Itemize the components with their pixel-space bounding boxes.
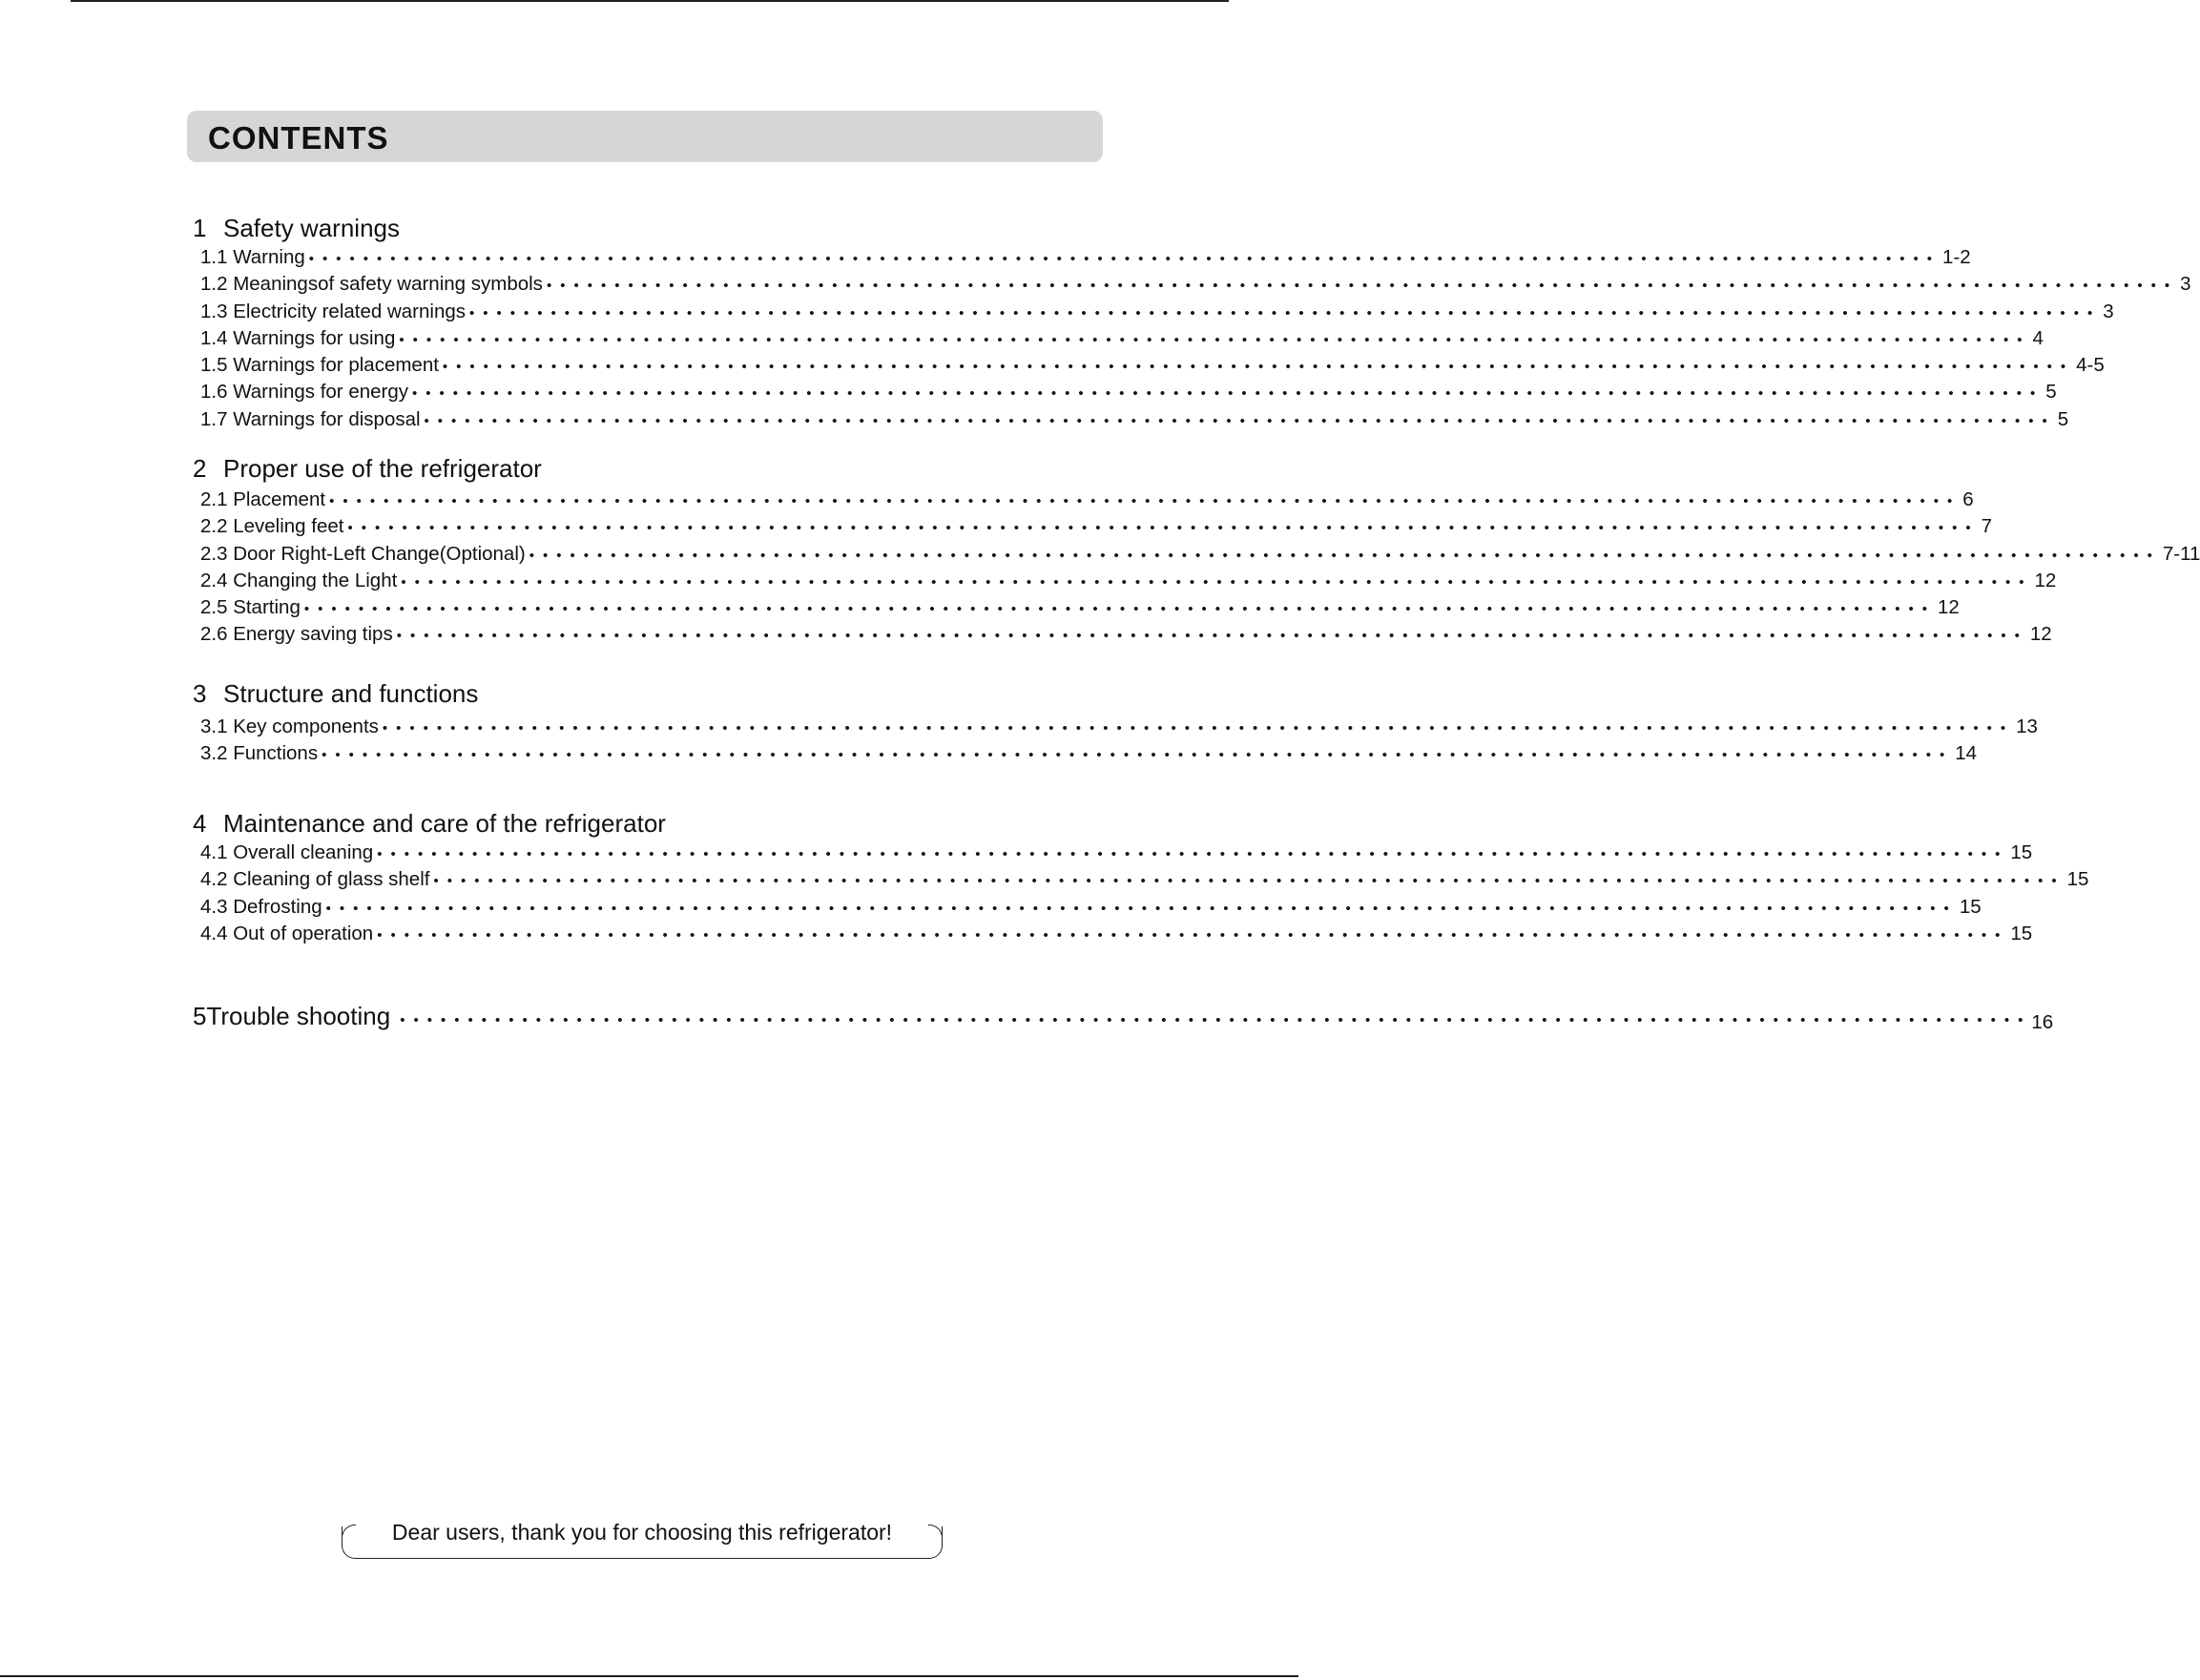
section-heading (193, 456, 1110, 481)
dot-leader: •••••••••••••••••••••••••••••••••••••••••••••••••••••••••••••••••••••••••••••••••••••••••••••••••••••••••••••••••••••••• (546, 278, 2179, 295)
footer-note: Dear users, thank you for choosing this refrigerator! (391, 1520, 893, 1545)
toc-entry-list (193, 487, 2200, 649)
toc-entry[interactable] (200, 621, 2052, 648)
toc-entry-page: 7-11 (2162, 542, 2200, 565)
section-number: 2 (193, 454, 207, 483)
toc-entry[interactable] (200, 740, 1978, 767)
toc-entry[interactable] (200, 714, 2038, 740)
toc-entry-label: 1.6 Warnings for energy (200, 381, 409, 404)
toc-entry-list (193, 840, 2089, 947)
toc-entry-page: 15 (2010, 922, 2033, 944)
toc-entry-page: 15 (2066, 868, 2089, 891)
section-title: Maintenance and care of the refrigerator (223, 809, 666, 838)
toc-entry-page: 15 (1959, 895, 1982, 918)
toc-entry-label: 4.3 Defrosting (200, 895, 322, 918)
toc-entry-label: 2.4 Changing the Light (200, 569, 398, 591)
toc-section-2 (193, 454, 2200, 649)
toc-entry-page: 3 (2180, 273, 2191, 296)
toc-entry-page: 5 (2045, 381, 2057, 404)
toc-entry-page: 14 (1955, 742, 1978, 765)
section-number: 4 (193, 809, 207, 838)
page-title: CONTENTS (208, 120, 389, 156)
toc-section-5 (193, 1002, 2054, 1033)
top-rule (71, 0, 1229, 2)
dot-leader: •••••••••••••••••••••••••••••••••••••••••••••••••••••••••••••••••••••••••••••••••••••••••••••••••••••••••••••••••••••••• (308, 251, 1941, 267)
section-title: Trouble shooting (206, 1002, 391, 1030)
footer-note-frame (342, 1520, 943, 1559)
toc-entry-label: 1.5 Warnings for placement (200, 354, 439, 377)
bottom-rule (0, 1675, 1298, 1677)
contents-header-bar (187, 111, 1103, 162)
section-number: 5 (193, 1002, 207, 1030)
dot-leader: •••••••••••••••••••••••••••••••••••••••••••••••••••••••••••••••••••••••••••••••••••••••••••••••••••••••••••••••••••••••• (303, 601, 1937, 618)
dot-leader: •••••••••••••••••••••••••••••••••••••••••••••••••••••••••••••••••••••••••••••••••••••••••••••••••••••••••••••••••••••••• (396, 628, 2028, 645)
toc-entry[interactable] (200, 568, 2057, 594)
dot-leader: •••••••••••••••••••••••••••••••••••••••••••••••••••••••••••••••••••••••••••••••••••••••••••••••••••••••••••••••••••••••• (400, 1012, 2032, 1028)
toc-entry-label: 2.5 Starting (200, 596, 301, 619)
toc-entry-label: 1.2 Meaningsof safety warning symbols (200, 273, 543, 296)
section-heading (193, 216, 1110, 240)
toc-entry[interactable] (200, 866, 2089, 893)
section-number: 1 (193, 214, 207, 242)
toc-entry[interactable] (200, 513, 1993, 540)
section-title: Safety warnings (223, 214, 400, 242)
toc-entry-label: 4.1 Overall cleaning (200, 841, 374, 863)
section-title: Proper use of the refrigerator (223, 454, 542, 483)
toc-entry[interactable] (193, 1002, 2054, 1033)
toc-entry-label: 1.7 Warnings for disposal (200, 407, 421, 430)
toc-entry-label: 3.2 Functions (200, 742, 319, 765)
toc-entry-label: 2.1 Placement (200, 488, 326, 510)
toc-entry-label: 1.1 Warning (200, 246, 305, 268)
dot-leader: •••••••••••••••••••••••••••••••••••••••••••••••••••••••••••••••••••••••••••••••••••••••••••••••••••••••••••••••••••••••• (377, 846, 2009, 862)
section-number: 3 (193, 679, 207, 708)
toc-entry-label: 4.4 Out of operation (200, 922, 374, 944)
toc-entry[interactable] (200, 271, 2191, 298)
toc-entry[interactable] (200, 594, 1960, 621)
toc-entry[interactable] (200, 487, 1974, 513)
toc-entry-label: 2.6 Energy saving tips (200, 623, 393, 646)
dot-leader: •••••••••••••••••••••••••••••••••••••••••••••••••••••••••••••••••••••••••••••••••••••••••••••••••••••••••••••••••••••••• (401, 573, 2033, 591)
toc-entry-page: 15 (2010, 841, 2033, 863)
toc-entry-page: 12 (2029, 623, 2052, 646)
dot-leader: •••••••••••••••••••••••••••••••••••••••••••••••••••••••••••••••••••••••••••••••••••••••••••••••••••••••••••••••••••••••• (347, 520, 1980, 537)
toc-entry[interactable] (200, 325, 2044, 352)
dot-leader: •••••••••••••••••••••••••••••••••••••••••••••••••••••••••••••••••••••••••••••••••••••••••••••••••••••••••••••••••••••••• (329, 493, 1961, 509)
section-heading (193, 811, 1110, 836)
toc-entry[interactable] (200, 840, 2033, 866)
toc-entry-page: 16 (2031, 1011, 2054, 1033)
toc-entry-label: 2.2 Leveling feet (200, 515, 344, 538)
toc-entry-page: 1-2 (1941, 246, 1971, 268)
toc-section-3 (193, 679, 2038, 768)
toc-entry[interactable] (200, 921, 2033, 947)
dot-leader: •••••••••••••••••••••••••••••••••••••••••••••••••••••••••••••••••••••••••••••••••••••••••••••••••••••••••••••••••••••••• (529, 547, 2161, 564)
toc-entry-page: 12 (2034, 569, 2057, 591)
toc-entry[interactable] (200, 379, 2057, 405)
toc-entry-label: 2.3 Door Right-Left Change(Optional) (200, 542, 526, 565)
toc-entry-page: 4 (2032, 326, 2044, 349)
toc-entry[interactable] (200, 894, 1982, 921)
toc-entry-list (193, 244, 2191, 433)
section-title: Structure and functions (223, 679, 479, 708)
dot-leader: •••••••••••••••••••••••••••••••••••••••••••••••••••••••••••••••••••••••••••••••••••••••••••••••••••••••••••••••••••••••• (382, 720, 2015, 736)
dot-leader: •••••••••••••••••••••••••••••••••••••••••••••••••••••••••••••••••••••••••••••••••••••••••••••••••••••••••••••••••••••••• (424, 412, 2056, 429)
toc-entry-list (193, 714, 2038, 768)
dot-leader: •••••••••••••••••••••••••••••••••••••••••••••••••••••••••••••••••••••••••••••••••••••••••••••••••••••••••••••••••••••••• (412, 385, 2044, 403)
toc-entry[interactable] (200, 299, 2114, 325)
toc-entry-label: 1.4 Warnings for using (200, 326, 396, 349)
toc-entry-page: 3 (2103, 300, 2114, 322)
dot-leader: •••••••••••••••••••••••••••••••••••••••••••••••••••••••••••••••••••••••••••••••••••••••••••••••••••••••••••••••••••••••• (322, 747, 1954, 764)
section-heading (193, 681, 1110, 706)
toc-section-4 (193, 809, 2089, 947)
toc-entry-page: 7 (1981, 515, 1993, 538)
toc-entry[interactable] (200, 406, 2069, 433)
dot-leader: •••••••••••••••••••••••••••••••••••••••••••••••••••••••••••••••••••••••••••••••••••••••••••••••••••••••••••••••••••••••• (469, 304, 2102, 321)
dot-leader: •••••••••••••••••••••••••••••••••••••••••••••••••••••••••••••••••••••••••••••••••••••••••••••••••••••••••••••••••••••••• (433, 873, 2065, 890)
toc-section-1 (193, 214, 2191, 433)
dot-leader: •••••••••••••••••••••••••••••••••••••••••••••••••••••••••••••••••••••••••••••••••••••••••••••••••••••••••••••••••••••••• (325, 900, 1958, 917)
dot-leader: •••••••••••••••••••••••••••••••••••••••••••••••••••••••••••••••••••••••••••••••••••••••••••••••••••••••••••••••••••••••• (399, 331, 2031, 348)
toc-entry-label: 1.3 Electricity related warnings (200, 300, 467, 322)
dot-leader: •••••••••••••••••••••••••••••••••••••••••••••••••••••••••••••••••••••••••••••••••••••••••••••••••••••••••••••••••••••••• (377, 926, 2009, 944)
toc-entry-page: 12 (1938, 596, 1960, 619)
toc-entry[interactable] (200, 244, 1971, 271)
toc-entry-page: 4-5 (2076, 354, 2105, 377)
toc-entry-page: 6 (1962, 488, 1974, 510)
toc-entry-label: 4.2 Cleaning of glass shelf (200, 868, 430, 891)
toc-entry-label: 3.1 Key components (200, 716, 379, 737)
dot-leader: •••••••••••••••••••••••••••••••••••••••••••••••••••••••••••••••••••••••••••••••••••••••••••••••••••••••••••••••••••••••• (442, 359, 2075, 376)
toc-entry-page: 13 (2016, 716, 2038, 737)
toc-entry-page: 5 (2057, 407, 2069, 430)
toc-entry[interactable] (200, 541, 2200, 568)
toc-entry[interactable] (200, 352, 2105, 379)
